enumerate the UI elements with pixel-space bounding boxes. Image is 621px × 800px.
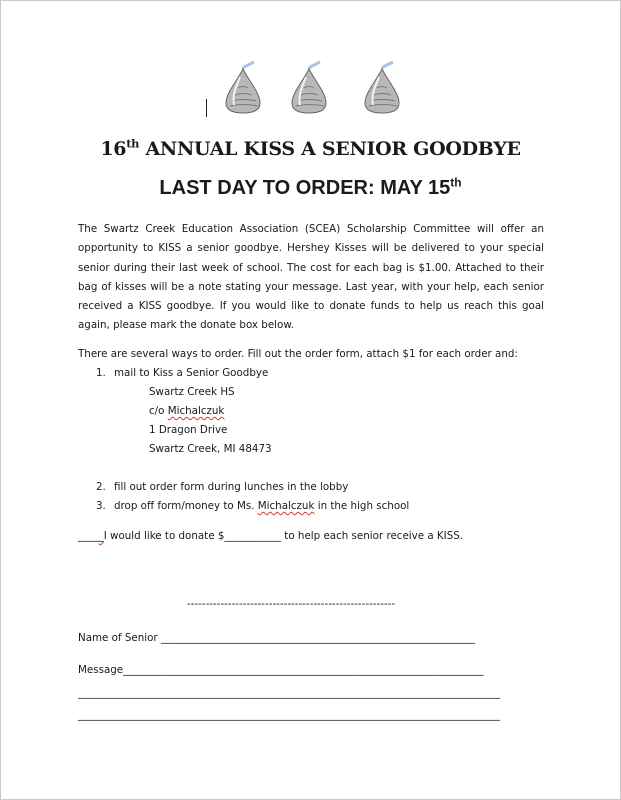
hershey-kiss-icon <box>359 59 405 115</box>
address-line-2: c/o Michalczuk <box>149 405 225 417</box>
order-intro: There are several ways to order. Fill out the order form, attach $1 for each order and: <box>78 348 518 360</box>
order-option-2: fill out order form during lunches in the lobby <box>114 481 349 493</box>
document-title: 16th ANNUAL KISS A SENIOR GOODBYE <box>100 136 521 160</box>
order-option-1: mail to Kiss a Senior Goodbye <box>114 367 269 379</box>
address-line-1: Swartz Creek HS <box>149 386 235 398</box>
order-option-1-number: 1. <box>96 367 106 379</box>
text-cursor <box>206 99 207 117</box>
message-line-3[interactable]: __________________________________________________________________________________ <box>78 709 501 721</box>
cut-line-separator: -------------------------------------------------------- <box>187 598 396 610</box>
intro-paragraph: The Swartz Creek Education Association (SCEA) Scholarship Committee will offer an opportunity to KISS a senior goodbye. Hershey Kisses will be delivered to your special senior during their last week of school. The cost for each bag is $1.00. Attached to their bag of kisses will be a note stating your message. Last year, with your help, each senior received a KISS goodbye. If you would like to donate funds to help us reach this goal again, please mark the donate box below. <box>78 223 544 332</box>
order-option-3: drop off form/money to Ms. Michalczuk in the high school <box>114 500 410 512</box>
message-field[interactable]: Message______________________________________________________________________ <box>78 664 484 676</box>
donate-line[interactable]: _____I would like to donate $___________ to help each senior receive a KISS. <box>78 530 464 542</box>
message-line-2[interactable]: __________________________________________________________________________________ <box>78 687 501 699</box>
kisses-decoration <box>1 59 620 115</box>
hershey-kiss-icon <box>220 59 266 115</box>
address-line-4: Swartz Creek, MI 48473 <box>149 443 272 455</box>
deadline-heading: LAST DAY TO ORDER: MAY 15th <box>159 175 462 199</box>
hershey-kiss-icon <box>286 59 332 115</box>
senior-name-field[interactable]: Name of Senior _____________________________________________________________ <box>78 632 475 644</box>
order-option-2-number: 2. <box>96 481 106 493</box>
address-line-3: 1 Dragon Drive <box>149 424 228 436</box>
order-option-3-number: 3. <box>96 500 106 512</box>
